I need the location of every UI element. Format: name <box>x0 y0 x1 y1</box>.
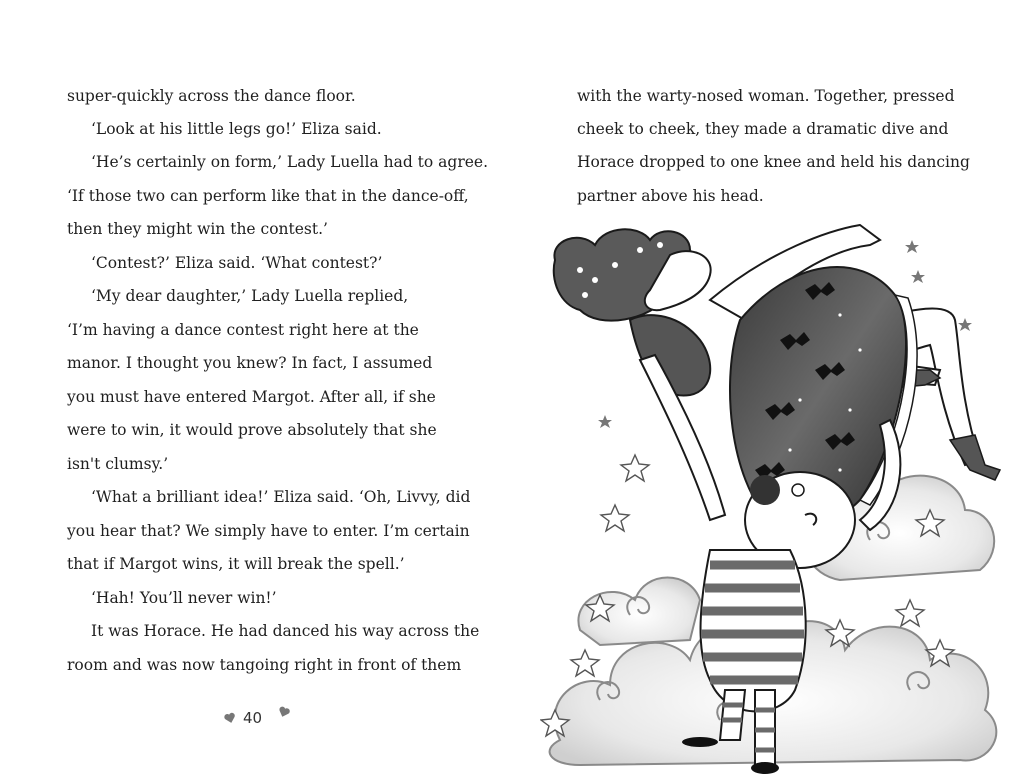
text-line: ‘If those two can perform like that in the dance-off, <box>67 187 469 205</box>
text-line: ‘What a brilliant idea!’ Eliza said. ‘Oh, Livvy, did <box>91 488 471 506</box>
text-line: ‘Contest?’ Eliza said. ‘What contest?’ <box>91 254 383 272</box>
text-line: that if Margot wins, it will break the spell.’ <box>67 555 405 573</box>
text-line: partner above his head. <box>577 187 764 205</box>
page-folio <box>222 706 302 732</box>
text-line: room and was now tangoing right in front of them <box>67 656 462 674</box>
heart-icon <box>223 711 238 726</box>
page-number: 40 <box>243 709 263 727</box>
text-line: you must have entered Margot. After all, if she <box>67 388 436 406</box>
text-line: ‘My dear daughter,’ Lady Luella replied, <box>91 287 409 305</box>
text-line: ‘I’m having a dance contest right here at the <box>67 321 419 339</box>
text-line: isn't clumsy.’ <box>67 455 169 473</box>
text-line: you hear that? We simply have to enter. I’m certain <box>67 522 470 540</box>
text-line: ‘Look at his little legs go!’ Eliza said. <box>91 120 382 138</box>
text-line: manor. I thought you knew? In fact, I assumed <box>67 354 433 372</box>
text-line: Horace dropped to one knee and held his dancing <box>577 153 970 171</box>
text-line: with the warty-nosed woman. Together, pressed <box>577 87 955 105</box>
text-line: were to win, it would prove absolutely that she <box>67 421 437 439</box>
text-line: It was Horace. He had danced his way across the <box>91 622 480 640</box>
text-line: super-quickly across the dance floor. <box>67 87 356 105</box>
text-line: ‘Hah! You’ll never win!’ <box>91 589 277 607</box>
text-line: ‘He’s certainly on form,’ Lady Luella had to agree. <box>91 153 489 171</box>
dance-illustration <box>540 220 1005 780</box>
heart-icon <box>276 704 291 719</box>
text-line: then they might win the contest.’ <box>67 220 328 238</box>
text-line: cheek to cheek, they made a dramatic dive and <box>577 120 949 138</box>
